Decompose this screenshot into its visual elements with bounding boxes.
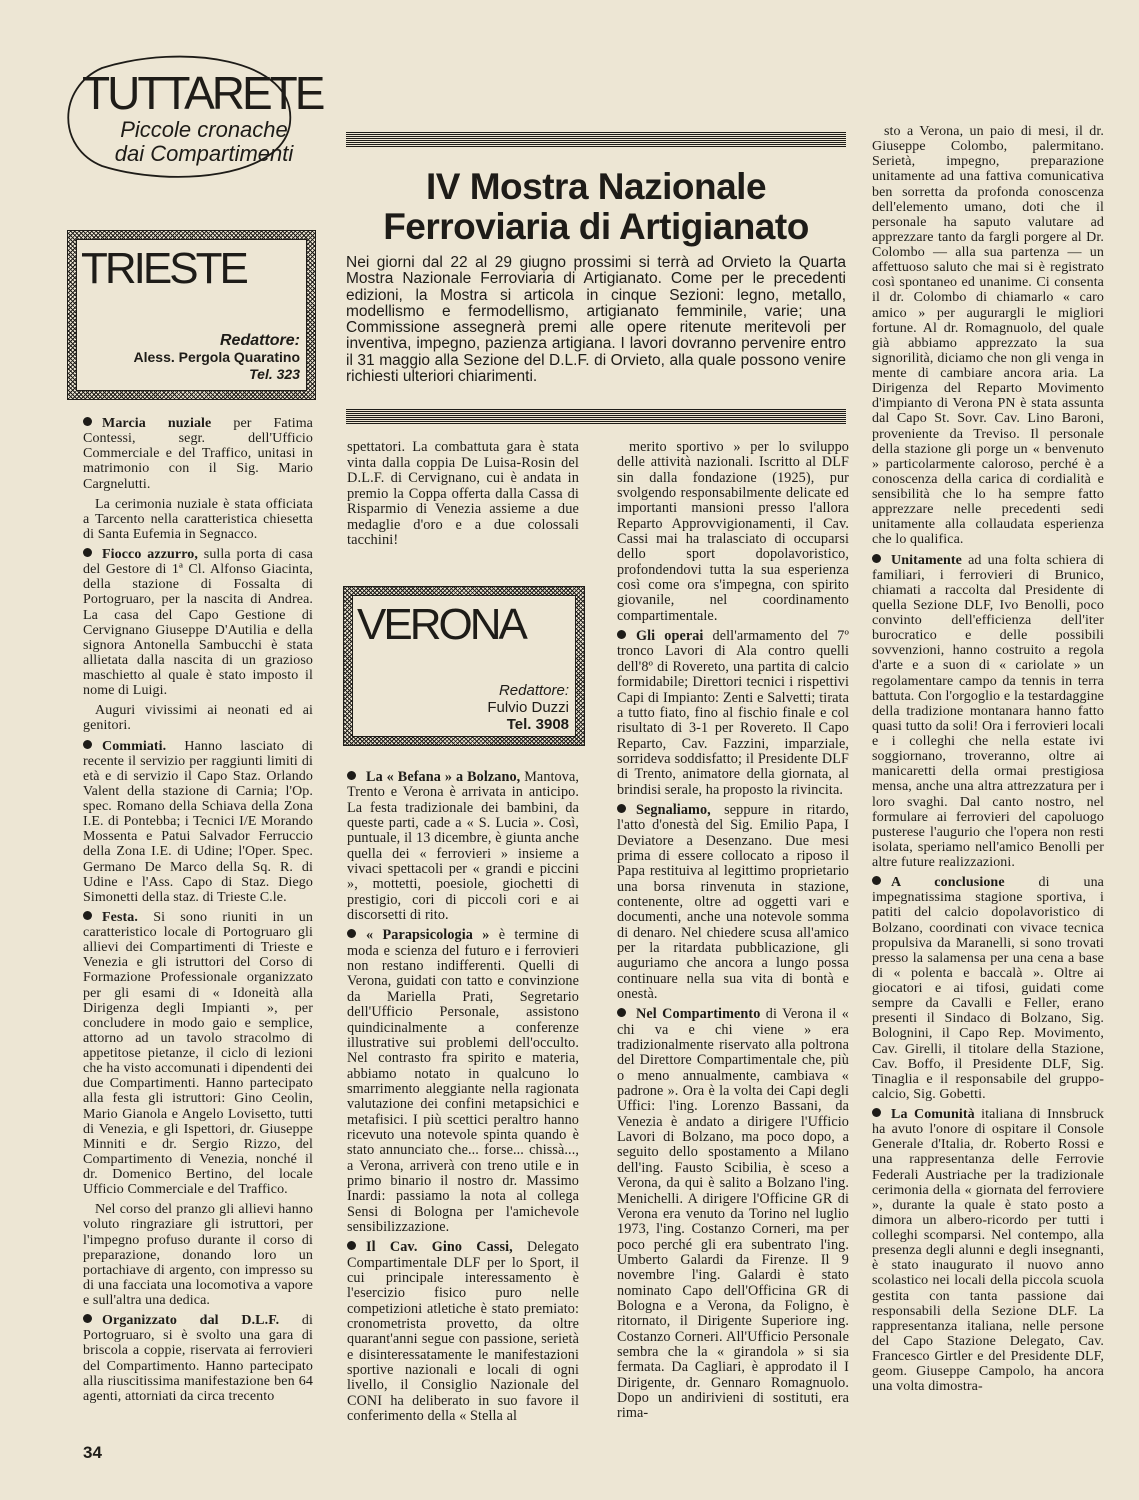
- bullet-icon: [83, 548, 92, 557]
- paragraph-text: per Fatima Contessi, segr. dell'Ufficio Commerciale e del Traffico, unitasi in matrimonio con il Sig. Mario Cargnelutti.: [83, 416, 313, 492]
- paragraph-text: Hanno lasciato di recente il servizio per raggiunti limiti di età e di servizio il Capo Staz. Orlando Valent della stazione di Carnia; l'Op. spec. Romano della Schiava della Zona I.E. di Pontebba; i Tecnici I/E Morando Mossenta e Patui Salvador Ferruccio della Zona I.E. di Udine; l'Oper. Spec. Germano De Marco della Sq. R. di Udine e l'Ass. Capo di Staz. Diego Simonetti della staz. di Trieste C.le.: [83, 738, 313, 905]
- paragraph: [83, 910, 313, 1197]
- column-verona: [347, 770, 579, 1429]
- logo-subtitle: [84, 118, 324, 166]
- paragraph-lead: La Comunità: [891, 1107, 975, 1122]
- paragraph-lead: Gli operai: [636, 628, 704, 645]
- paragraph-text: Nel corso del pranzo gli allievi hanno voluto ringraziare gli istruttori, per l'impegno profuso durante il corso di preparazione, donando loro un portachiave di argento, con impresso su di una facciata una locomotiva a vapore e sull'altra una dedica.: [83, 1202, 313, 1308]
- verona-redattore: [369, 682, 569, 733]
- paragraph-text: La cerimonia nuziale è stata officiata a Tarcento nella caratteristica chiesetta di Santa Eufemia in Segnacco.: [83, 496, 313, 542]
- paragraph: [872, 875, 1104, 1102]
- trieste-redattore-name: Aless. Pergola Quaratino: [133, 349, 300, 365]
- bullet-icon: [83, 417, 92, 426]
- paragraph: [872, 553, 1104, 871]
- article-intro: Nei giorni dal 22 al 29 giugno prossimi si terrà ad Orvieto la Quarta Mostra Nazionale Ferroviaria di Artigianato. Come per le precedenti edizioni, la Mostra si articola in cinque Sezioni: legno, metallo, modellismo e fermodellismo, artigianato femminile, varie; una Commissione assegnerà premi alle opere ritenute meritevoli per inventiva, impegno, pazienza artigiana. I lavori dovranno pervenire entro il 31 maggio alla Sezione del D.L.F. di Orvieto, alla quale possono venire richiesti ulteriori chiarimenti.: [346, 254, 846, 386]
- headline-line-2: Ferroviaria di Artigianato: [383, 206, 809, 247]
- middle-rule: [346, 408, 846, 424]
- bullet-icon: [872, 876, 881, 885]
- paragraph-text: italiana di Innsbruck ha avuto l'onore di ospitare il Console Generale d'Italia, dr. Roberto Rossi e una rappresentanza delle Ferrovie Federali Austriache per la tradizionale cerimonia della « giornata del ferroviere », durante la quale è stato posto a dimora un albero-ricordo per tutti i colleghi scomparsi. Nel contempo, alla presenza degli alunni e degli insegnanti, è stato inaugurato il nuovo anno scolastico nei locali della piccola scuola gestita con tanta passione dai responsabili della Sezione DLF. La rappresentanza italiana, nelle persone del Capo Stazione Delegato, Cav. Francesco Girtler e del Presidente DLF, geom. Giuseppe Campolo, ha ancora una volta dimostra-: [872, 1107, 1104, 1395]
- top-rule: [346, 131, 846, 147]
- paragraph-lead: « Parapsicologia »: [366, 927, 490, 944]
- bullet-icon: [617, 804, 626, 813]
- paragraph-text: Delegato Compartimentale DLF per lo Sport, il cui principale interessamento è l'esercizio fisico puro nelle competizioni atletiche è stato premiato: cronometrista provetto, da oltre quarant'anni segue con passione, serietà e disinteressatamente le manifestazioni sportive nazionali e locali di ogni livello, il Consiglio Nazionale del CONI ha deliberato in suo favore il conferimento della « Stella al: [347, 1239, 579, 1425]
- verona-box-inner: [352, 595, 576, 737]
- paragraph-text: dell'armamento del 7º tronco Lavori di Ala contro quelli dell'8º di Rovereto, una partita di calcio formidabile; Direttori tecnici i rispettivi Capi di Impianto: Zenti e Salvetti; tirata a tutto fiato, fino al fischio finale e col risultato di 3-1 per Rovereto. Il Capo Reparto, Cav. Fazzini, imparziale, sorrideva soddisfatto; il Presidente DLF di Trento, animatore della giornata, al brindisi serale, ha proposto la rivincita.: [617, 628, 849, 798]
- tuttarete-logo: [62, 48, 323, 188]
- paragraph-lead: La « Befana » a Bolzano,: [366, 769, 521, 785]
- page-number: 34: [83, 1443, 102, 1462]
- paragraph-lead: Organizzato dal D.L.F.: [102, 1313, 280, 1329]
- column-3: [617, 440, 849, 1427]
- paragraph: [83, 739, 313, 905]
- trieste-redattore-label: Redattore:: [219, 332, 300, 349]
- article-headline: [346, 167, 846, 247]
- paragraph: [83, 703, 313, 733]
- paragraph-lead: Il Cav. Gino Cassi,: [366, 1239, 513, 1256]
- column-2-top: [347, 440, 579, 554]
- bullet-icon: [347, 1241, 356, 1250]
- trieste-redattore: [80, 332, 300, 383]
- paragraph-lead: Commiati.: [102, 738, 167, 754]
- paragraph-text: sulla porta di casa del Gestore di 1ª Cl. Alfonso Giacinta, della stazione di Fossalta di Portogruaro, per la nascita di Andrea. La casa del Capo Gestione di Cervignano Giuseppe D'Autilia e della signora Antonella Sambucchi è stata allietata dalla nascita di un grazioso maschietto al quale è stato imposto il nome di Luigi.: [83, 547, 313, 699]
- paragraph-text: Auguri vivissimi ai neonati ed ai genitori.: [83, 703, 313, 734]
- paragraph: [83, 497, 313, 542]
- column-4: [872, 124, 1104, 1399]
- bullet-icon: [347, 929, 356, 938]
- column-trieste: [83, 416, 313, 1409]
- paragraph-text: di una impegnatissima stagione sportiva, i patiti del calcio dopolavoristico di Bolzano, coordinati con vivace tecnica propulsiva da Maranelli, si sono trovati presso la salamensa per una cena a base di « polenta e baccalà ». Oltre ai giocatori e ai tifosi, guidati come sempre da Cavalli e Feller, erano presenti il Sindaco di Bolzano, Sig. Bolognini, il Capo Rep. Movimento, Cav. Girelli, il titolare della Stazione, Cav. Boffo, il Presidente DLF, Sig. Tinaglia e il responsabile del gruppo-calcio, Sig. Gobetti.: [872, 875, 1104, 1102]
- bullet-icon: [617, 630, 626, 639]
- paragraph: [617, 1007, 849, 1421]
- trieste-redattore-tel: Tel. 323: [249, 366, 300, 382]
- paragraph-lead: Festa.: [102, 909, 138, 925]
- bullet-icon: [83, 1314, 92, 1323]
- paragraph: [347, 770, 579, 923]
- verona-box: [343, 586, 585, 746]
- paragraph: [872, 124, 1104, 548]
- paragraph-lead: Segnaliamo,: [636, 801, 711, 818]
- paragraph-lead: Marcia nuziale: [102, 416, 212, 431]
- paragraph: [347, 928, 579, 1235]
- trieste-title: TRIESTE: [81, 244, 246, 293]
- bullet-icon: [872, 554, 881, 563]
- headline-line-1: IV Mostra Nazionale: [425, 166, 767, 207]
- paragraph-lead: Nel Compartimento: [636, 1006, 761, 1023]
- logo-subtitle-line-2: dai Compartimenti: [114, 141, 294, 166]
- bullet-icon: [872, 1108, 881, 1117]
- bullet-icon: [347, 771, 356, 780]
- paragraph-lead: Fiocco azzurro,: [102, 547, 198, 562]
- paragraph-text: Si sono riuniti in un caratteristico locale di Portogruaro gli allievi dei Compartimenti di Trieste e Venezia e gli istruttori del Corso di Formazione Professionale organizzato per gli esami di « Idoneità alla Dirigenza degli Impianti », per concludere in modo gaio e semplice, attorno ad un tavolo stracolmo di appetitose pietanze, il ciclo di lezioni che ha visto accomunati i dipendenti dei due Compartimenti. Hanno partecipato alla festa gli istruttori: Gino Ceolin, Mario Gianola e Angelo Lovisetto, tutti di Venezia, e gli Ispettori, dr. Giuseppe Minniti e dr. Sergio Rizzo, del Compartimento di Venezia, nonché il dr. Domenico Bertino, del locale Ufficio Commerciale e del Traffico.: [83, 909, 313, 1198]
- paragraph: [617, 803, 849, 1002]
- trieste-box-inner: [76, 239, 307, 391]
- paragraph: [617, 629, 849, 798]
- paragraph-text: seppure in ritardo, l'atto d'onestà del Sig. Emilio Papa, I Deviatore a Desenzano. Due mesi prima di essere collocato a riposo il Papa restituiva al legittimo proprietario una borsa rinvenuta in stazione, contenente, oltre ad oggetti vari e documenti, anche una notevole somma di denaro. Nel chiedere scusa all'amico per la ritardata pubblicazione, gli auguriamo che ancora a lungo possa continuare nella sua vita di bontà e onestà.: [617, 801, 849, 1003]
- verona-redattore-label: Redattore:: [498, 682, 569, 699]
- paragraph-text: è termine di moda e scienza del futuro e i ferrovieri non restano indifferenti. Quelli di Verona, guidati con tatto e convinzione da Mariella Prati, Segretario dell'Ufficio Personale, assistono quindicinalmente a conferenze illustrative sui problemi dell'occulto. Nel contrasto fra spirito e materia, abbiamo notato in qualcuno lo smarrimento aleggiante nella ragionata valutazione dei confini metapsichici e metafisici. I più scettici peraltro hanno ricevuto una notevole spinta quando è stato annunciato che... forse... chissà..., a Verona, arriverà con treno utile e in primo binario il nostro dr. Massimo Inardi: passiamo la nota al collega Sensi di Bologna per l'amichevole sensibilizzazione.: [347, 927, 579, 1235]
- paragraph: [83, 547, 313, 698]
- trieste-box: [67, 230, 316, 400]
- logo-subtitle-line-1: Piccole cronache: [120, 117, 288, 142]
- verona-title: VERONA: [357, 600, 525, 649]
- verona-redattore-name: Fulvio Duzzi: [487, 699, 569, 716]
- logo-title: TUTTARETE: [82, 67, 323, 119]
- paragraph: [83, 1313, 313, 1404]
- paragraph: [83, 1202, 313, 1308]
- paragraph-text: di Verona il « chi va e chi viene » era tradizionalmente riservato alla poltrona del Direttore Compartimentale che, più o meno annualmente, cambiava « padrone ». Ora è la volta dei Capi degli Uffici: l'ing. Lorenzo Bassani, da Venezia è andato a dirigere l'Ufficio Lavori di Bolzano, ma poco dopo, a seguito dello spostamento a Milano dell'ing. Fausto Scibilia, è sceso a Verona, da qui è salito a Bolzano l'ing. Menichelli. A dirigere l'Officine GR di Verona era venuto da Torino nel luglio 1973, l'ing. Costanzo Corneri, ma per poco perché gli era subentrato l'ing. Umberto Galardi da Firenze. Il 9 novembre l'ing. Galardi è stato nominato Capo dell'Officina GR di Bologna e a Verona, da Foligno, è ritornato, il Dirigente Superiore ing. Costanzo Corneri. All'Ufficio Personale sembra che la « girandola » si sia fermata. Da Cagliari, è approdato il I Dirigente, dr. Gennaro Romagnuolo. Dopo un andirivieni di sostituti, era rima-: [617, 1006, 849, 1422]
- paragraph: [872, 1107, 1104, 1394]
- column-2-top-text: spettatori. La combattuta gara è stata vinta dalla coppia De Luisa-Rosin del D.L.F. di Cervignano, cui è andata in premio la Coppa offerta dalla Cassa di Risparmio di Venezia assieme a due medaglie d'oro e a due colossali tacchini!: [347, 439, 579, 549]
- paragraph-text: di Portogruaro, si è svolto una gara di briscola a coppie, riservata ai ferrovieri del Compartimento. Hanno partecipato alla riuscitissima manifestazione ben 64 agenti, attorniati da circa trecento: [83, 1313, 313, 1404]
- paragraph-lead: Unitamente: [891, 552, 962, 568]
- paragraph-lead: A conclusione: [891, 875, 1005, 891]
- bullet-icon: [83, 740, 92, 749]
- verona-redattore-tel: Tel. 3908: [506, 716, 569, 733]
- paragraph: [617, 440, 849, 624]
- paragraph-text: sto a Verona, un paio di mesi, il dr. Giuseppe Colombo, palermitano. Serietà, impegno, preparazione unitamente ad una fattiva comunicativa ben sorretta da profonda conoscenza dell'elemento umano, doti che il personale ha saputo valutare ad apprezzare tanto da fargli porgere al Dr. Colombo — alla sua partenza — un affettuoso saluto che mai si è registrato così spontaneo ed unanime. Ci consenta il dr. Colombo di chiamarlo « caro amico » per augurargli le migliori fortune. Al dr. Romagnuolo, del quale già abbiamo apprezzato la sua signorilità, diciamo che non gli venga in mente di cambiare ancora aria. La Dirigenza del Reparto Movimento d'impianto di Verona PN è stata assunta dal Capo St. Sovr. Cav. Lino Baroni, proveniente da Treviso. Il personale della stazione gli porge un « benvenuto » particolarmente caloroso, perché è a conoscenza della carica di cordialità e sensibilità che lo ha sempre fatto apprezzare nelle precedenti sedi unitamente alla collaudata esperienza che lo qualifica.: [872, 124, 1104, 548]
- paragraph: [83, 416, 313, 492]
- paragraph: [347, 1240, 579, 1424]
- paragraph-text: Mantova, Trento e Verona è arrivata in anticipo. La festa tradizionale dei bambini, da queste parti, cade a « S. Lucia ». Così, puntuale, il 13 dicembre, è giunta anche quella dei « ferrovieri » insieme a vivaci spettacoli per « grandi e piccini », mottetti, poesiole, giochetti di prestigio, cori di piccoli cori e ai discorsetti di rito.: [347, 769, 579, 924]
- paragraph-text: merito sportivo » per lo sviluppo delle attività nazionali. Iscritto al DLF sin dalla fondazione (1925), pur svolgendo responsabilmente delicate ed importanti mansioni presso l'allora Reparto Approvvigionamenti, il Cav. Cassi mai ha tralasciato di occuparsi dello sport dopolavoristico, profondendovi tutta la sua esperienza così come ora s'impegna, con spirito giovanile, nel coordinamento compartimentale.: [617, 439, 849, 624]
- bullet-icon: [617, 1008, 626, 1017]
- paragraph-text: ad una folta schiera di familiari, i ferrovieri di Brunico, chiamati a raccolta dal Presidente di quella Sezione DLF, Ivo Benolli, poco convinto dell'efficienza dell'iter burocratico e delle possibili sovvenzioni, hanno costruito a regola d'arte e a suon di « cariolate » un regolamentare campo da tennis in terra battuta. Con l'orgoglio e la testardaggine della tradizione montanara hanno fatto quasi tutto da soli! Ora i ferrovieri locali e i colleghi che nella estate ivi soggiornano, troveranno, oltre ai manicaretti della ormai prestigiosa mensa, anche una altra attrezzatura per i loro svaghi. Dal canto nostro, nel formulare ai ferrovieri del capoluogo pusterese l'augurio che l'opera non resti isolata, speriamo nell'amico Benolli per altre future realizzazioni.: [872, 552, 1104, 870]
- bullet-icon: [83, 911, 92, 920]
